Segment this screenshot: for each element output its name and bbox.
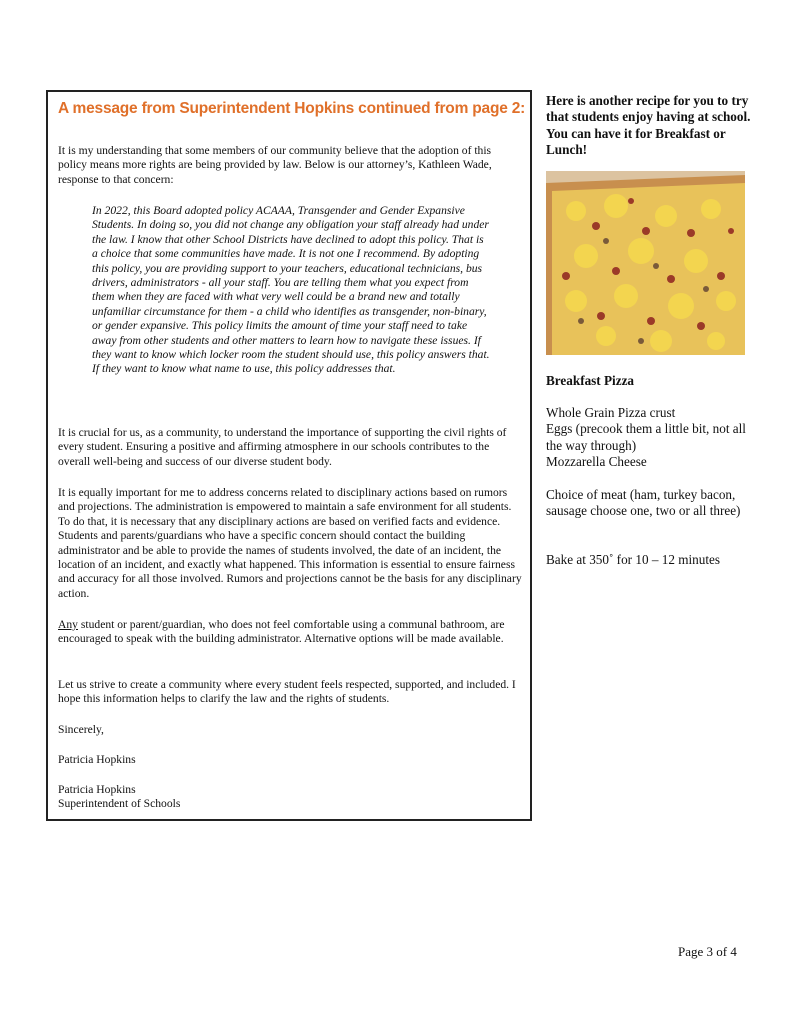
page-number: Page 3 of 4 (678, 944, 737, 959)
signer-title: Superintendent of Schools (58, 797, 181, 810)
signature: Patricia Hopkins (58, 753, 136, 766)
recipe-intro: Here is another recipe for you to try that students enjoy having at school. You can have it for Breakfast or Lunch! (546, 93, 751, 158)
discipline-paragraph: It is equally important for me to address concerns related to disciplinary actions based on rumors and projections. The administration is empowered to maintain a safe environment for all students. To do that, it is necessary that any disciplinary actions are based on verified facts and evidence. Students and parents/guardians who have a specific concern should contact the building administrator and be able to provide the names of students involved, the date of an incident, the location of an incident, and exactly what happened. This information is essential to ensure fairness and accuracy for all those involved. Rumors and projections cannot be the basis for any disciplinary action. (58, 486, 522, 600)
closing-paragraph: Let us strive to create a community where every student feels respected, supported, and included. I hope this information helps to clarify the law and the rights of students. (58, 678, 516, 706)
recipe-ingredients: Whole Grain Pizza crust Eggs (precook them a little bit, not all the way through) Mozzarella Cheese (546, 405, 746, 470)
sincerely-text: Sincerely, (58, 723, 104, 736)
bathroom-text: student or parent/guardian, who does not feel comfortable using a communal bathroom, are encouraged to speak with the building administrator. Alternative options will be made available. (58, 618, 505, 646)
attorney-quote: In 2022, this Board adopted policy ACAAA, Transgender and Gender Expansive Students. In doing so, you did not change any obligation your staff already had under the law. I know that other School Districts have declined to adopt this policy. That is a choice that some communities have made. It is not one I recommend. By adopting this policy, you are providing support to your teachers, educational technicians, bus drivers, administrators - all your staff. You are telling them what you expect from them when they are faced with what very well could be a brand new and totally unfamiliar circumstance for them - a child who identifies as transgender, non-binary, or gender expansive. This policy limits the amount of time your staff need to take away from other students and other matters to learn how to navigate these issues. If they want to know which locker room the student should use, this policy answers that. If they want to know what name to use, this policy addresses that. (92, 204, 490, 376)
recipe-meat: Choice of meat (ham, turkey bacon, sausage choose one, two or all three) (546, 487, 741, 519)
recipe-bake: Bake at 350˚ for 10 – 12 minutes (546, 552, 720, 567)
recipe-title: Breakfast Pizza (546, 373, 635, 388)
pizza-illustration (546, 171, 745, 355)
intro-paragraph: It is my understanding that some members of our community believe that the adoption of this policy means more rights are being provided by law. Below is our attorney’s, Kathleen Wade, response to that concern: (58, 144, 492, 186)
bathroom-paragraph (58, 618, 522, 647)
any-underlined: Any (58, 618, 78, 631)
message-title: A message from Superintendent Hopkins continued from page 2: (58, 100, 526, 117)
signer-name: Patricia Hopkins (58, 783, 136, 796)
civil-rights-paragraph: It is crucial for us, as a community, to understand the importance of supporting the civil rights of every student. Ensuring a positive and affirming atmosphere in our schools contributes to the overall well-being and success of our diverse student body. (58, 426, 507, 468)
breakfast-pizza-image (546, 171, 745, 355)
message-box (46, 90, 532, 821)
